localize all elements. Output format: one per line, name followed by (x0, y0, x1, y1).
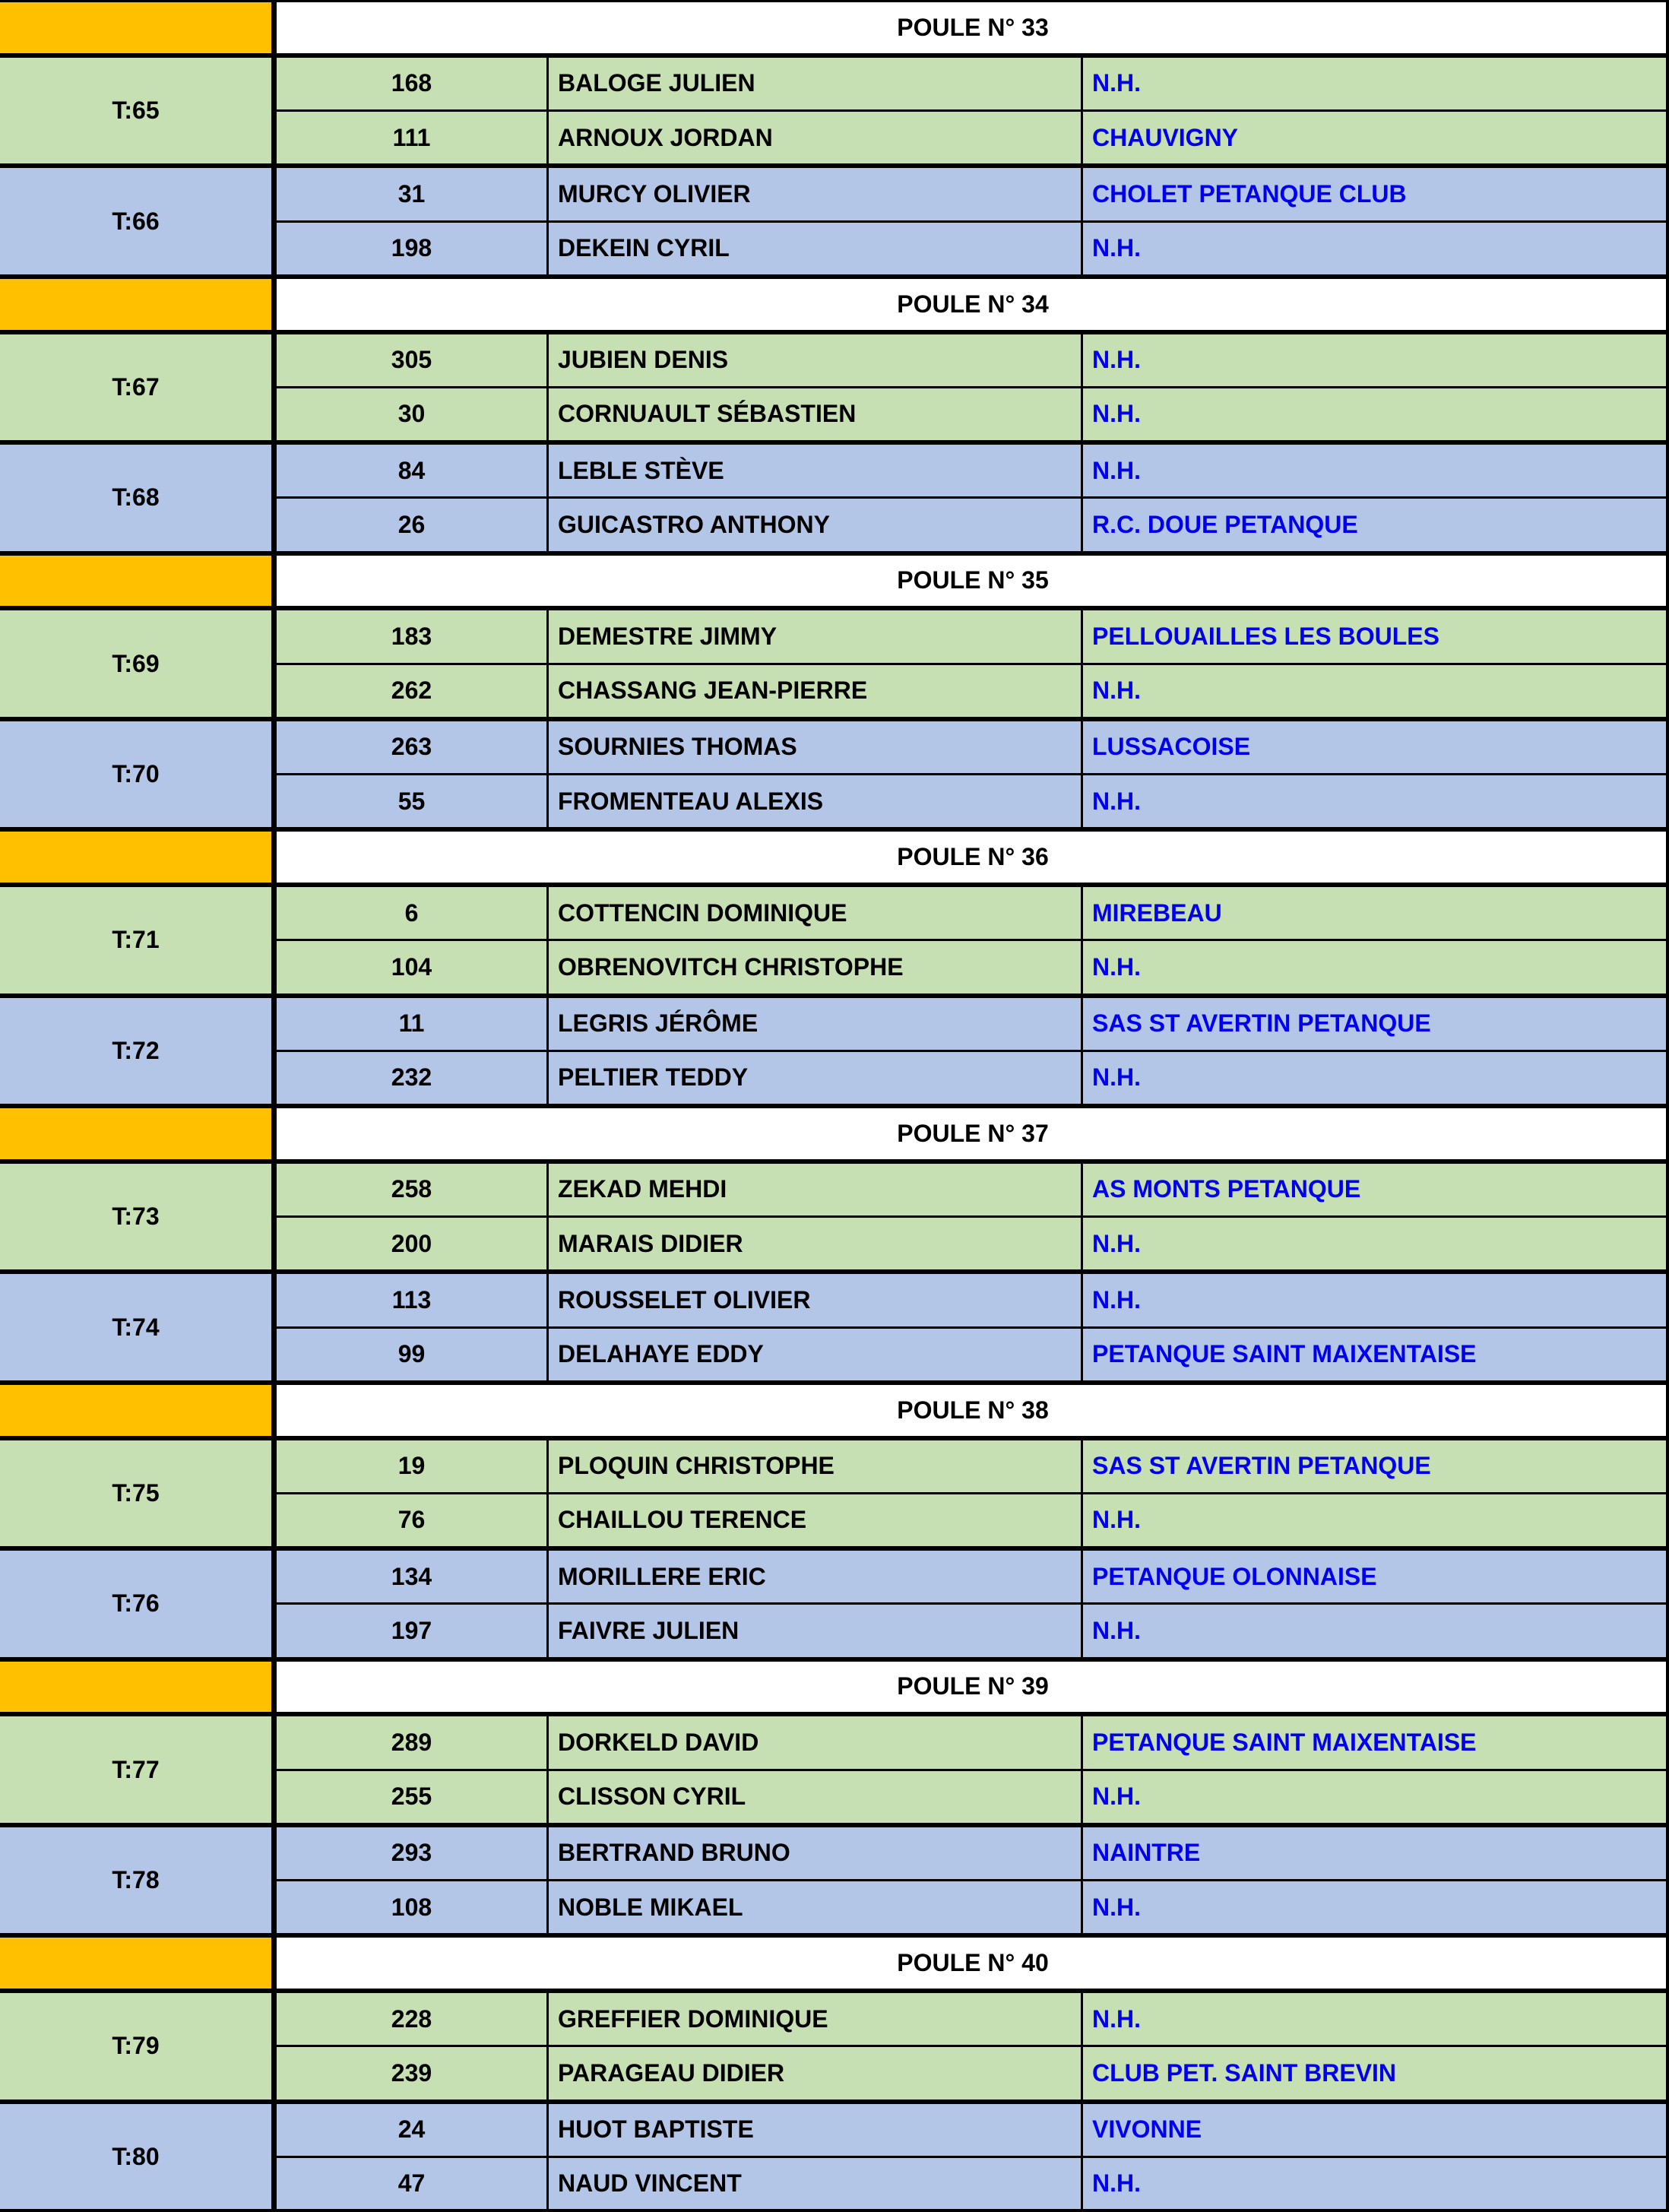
player-number: 26 (277, 499, 549, 550)
player-number: 19 (277, 1440, 549, 1492)
team-players (277, 2104, 1669, 2210)
player-club: N.H. (1092, 234, 1141, 262)
poule-title: POULE N° 35 (277, 556, 1669, 607)
player-number: 11 (277, 998, 549, 1050)
player-club: CHOLET PETANQUE CLUB (1092, 179, 1407, 208)
player-name: MURCY OLIVIER (549, 168, 1083, 220)
poule-title: POULE N° 36 (277, 832, 1669, 883)
player-row (277, 887, 1669, 939)
player-club: N.H. (1092, 952, 1141, 981)
player-number: 24 (277, 2104, 549, 2156)
player-name: CHAILLOU TERENCE (549, 1494, 1083, 1546)
player-name: LEGRIS JÉRÔME (549, 998, 1083, 1050)
player-name: OBRENOVITCH CHRISTOPHE (549, 941, 1083, 993)
team-block (0, 996, 1669, 1107)
team-block (0, 1825, 1669, 1936)
team-label: T:67 (0, 334, 277, 441)
team-players (277, 1993, 1669, 2099)
player-row (277, 610, 1669, 662)
player-club: PETANQUE SAINT MAIXENTAISE (1092, 1728, 1477, 1756)
player-number: 289 (277, 1716, 549, 1768)
player-number: 239 (277, 2047, 549, 2099)
poule-title: POULE N° 33 (277, 2, 1669, 53)
player-club: N.H. (1092, 1229, 1141, 1257)
poule-title: POULE N° 39 (277, 1662, 1669, 1713)
player-row (277, 109, 1669, 163)
player-name: PARAGEAU DIDIER (549, 2047, 1083, 2099)
player-club: LUSSACOISE (1092, 733, 1251, 761)
player-club: N.H. (1092, 2004, 1141, 2033)
team-label: T:68 (0, 445, 277, 551)
team-label: T:65 (0, 58, 277, 164)
player-club: N.H. (1092, 400, 1141, 428)
player-number: 305 (277, 334, 549, 386)
player-number: 99 (277, 1329, 549, 1380)
poule-header-marker (0, 1938, 277, 1989)
player-name: GREFFIER DOMINIQUE (549, 1993, 1083, 2045)
player-row (277, 721, 1669, 773)
player-number: 134 (277, 1551, 549, 1602)
team-block (0, 442, 1669, 553)
team-players (277, 58, 1669, 164)
poule-header-marker (0, 1662, 277, 1713)
player-name: NOBLE MIKAEL (549, 1881, 1083, 1933)
player-name: GUICASTRO ANTHONY (549, 499, 1083, 550)
player-row (277, 1551, 1669, 1602)
poule-header (0, 1659, 1669, 1715)
player-club: N.H. (1092, 69, 1141, 97)
player-name: PLOQUIN CHRISTOPHE (549, 1440, 1083, 1492)
player-club: N.H. (1092, 1616, 1141, 1644)
player-name: SOURNIES THOMAS (549, 721, 1083, 773)
team-label: T:71 (0, 887, 277, 993)
player-number: 262 (277, 665, 549, 717)
player-club: VIVONNE (1092, 2115, 1202, 2144)
player-name: MORILLERE ERIC (549, 1551, 1083, 1602)
team-label: T:72 (0, 998, 277, 1104)
player-row (277, 1274, 1669, 1326)
player-number: 183 (277, 610, 549, 662)
poule-header-marker (0, 832, 277, 883)
team-block (0, 1991, 1669, 2102)
player-row (277, 2045, 1669, 2099)
team-label: T:74 (0, 1274, 277, 1380)
player-club: AS MONTS PETANQUE (1092, 1175, 1361, 1203)
player-row (277, 1716, 1669, 1768)
team-label: T:73 (0, 1164, 277, 1270)
team-label: T:78 (0, 1827, 277, 1934)
player-club: R.C. DOUE PETANQUE (1092, 510, 1358, 538)
player-club: N.H. (1092, 1506, 1141, 1534)
team-block (0, 608, 1669, 719)
player-club: N.H. (1092, 456, 1141, 484)
poule-header (0, 553, 1669, 609)
player-name: CLISSON CYRIL (549, 1771, 1083, 1823)
poule-header (0, 277, 1669, 332)
player-name: NAUD VINCENT (549, 2158, 1083, 2210)
poule-header-marker (0, 556, 277, 607)
player-row (277, 1993, 1669, 2045)
player-name: ARNOUX JORDAN (549, 112, 1083, 163)
team-players (277, 1827, 1669, 1934)
team-players (277, 887, 1669, 993)
player-row (277, 1769, 1669, 1823)
player-row (277, 1164, 1669, 1215)
player-number: 255 (277, 1771, 549, 1823)
player-row (277, 1827, 1669, 1879)
player-name: DORKELD DAVID (549, 1716, 1083, 1768)
team-block (0, 885, 1669, 996)
player-row (277, 663, 1669, 717)
player-club: N.H. (1092, 1783, 1141, 1811)
player-number: 198 (277, 223, 549, 274)
player-row (277, 334, 1669, 386)
player-name: PELTIER TEDDY (549, 1052, 1083, 1104)
player-row (277, 496, 1669, 550)
player-name: FROMENTEAU ALEXIS (549, 775, 1083, 827)
player-name: COTTENCIN DOMINIQUE (549, 887, 1083, 939)
poule-header (0, 829, 1669, 885)
poule-header-marker (0, 279, 277, 330)
player-number: 6 (277, 887, 549, 939)
team-block (0, 1161, 1669, 1272)
team-players (277, 445, 1669, 551)
team-block (0, 332, 1669, 443)
team-block (0, 2102, 1669, 2212)
player-name: LEBLE STÈVE (549, 445, 1083, 496)
sheet-bottom-border (0, 2209, 1669, 2212)
poule-header (0, 1106, 1669, 1161)
player-row (277, 1492, 1669, 1546)
player-number: 113 (277, 1274, 549, 1326)
player-number: 232 (277, 1052, 549, 1104)
poule-title: POULE N° 37 (277, 1108, 1669, 1159)
player-number: 76 (277, 1494, 549, 1546)
player-row (277, 773, 1669, 827)
team-players (277, 168, 1669, 274)
player-club: N.H. (1092, 2169, 1141, 2198)
player-name: BERTRAND BRUNO (549, 1827, 1083, 1879)
poule-header (0, 1935, 1669, 1991)
team-label: T:79 (0, 1993, 277, 2099)
player-row (277, 2156, 1669, 2210)
team-block (0, 719, 1669, 830)
player-row (277, 1440, 1669, 1492)
player-name: ZEKAD MEHDI (549, 1164, 1083, 1215)
player-number: 168 (277, 58, 549, 109)
player-name: DELAHAYE EDDY (549, 1329, 1083, 1380)
poule-header (0, 1383, 1669, 1438)
player-number: 30 (277, 388, 549, 440)
player-number: 293 (277, 1827, 549, 1879)
player-row (277, 168, 1669, 220)
team-players (277, 1440, 1669, 1547)
player-row (277, 445, 1669, 496)
player-number: 31 (277, 168, 549, 220)
player-name: HUOT BAPTISTE (549, 2104, 1083, 2156)
player-club: SAS ST AVERTIN PETANQUE (1092, 1009, 1431, 1038)
player-row (277, 1326, 1669, 1380)
player-number: 197 (277, 1605, 549, 1656)
team-players (277, 1274, 1669, 1380)
player-club: PELLOUAILLES LES BOULES (1092, 622, 1439, 650)
team-block (0, 1714, 1669, 1825)
poule-header (0, 0, 1669, 55)
player-number: 258 (277, 1164, 549, 1215)
player-number: 200 (277, 1218, 549, 1269)
team-block (0, 1438, 1669, 1549)
player-club: N.H. (1092, 346, 1141, 374)
player-name: FAIVRE JULIEN (549, 1605, 1083, 1656)
team-players (277, 998, 1669, 1104)
player-name: ROUSSELET OLIVIER (549, 1274, 1083, 1326)
player-name: DEKEIN CYRIL (549, 223, 1083, 274)
player-name: BALOGE JULIEN (549, 58, 1083, 109)
player-row (277, 1050, 1669, 1104)
player-number: 263 (277, 721, 549, 773)
player-name: MARAIS DIDIER (549, 1218, 1083, 1269)
player-club: N.H. (1092, 677, 1141, 705)
player-club: SAS ST AVERTIN PETANQUE (1092, 1452, 1431, 1480)
team-players (277, 721, 1669, 828)
player-row (277, 939, 1669, 993)
team-label: T:75 (0, 1440, 277, 1547)
poule-title: POULE N° 38 (277, 1385, 1669, 1436)
player-row (277, 1602, 1669, 1656)
team-block (0, 166, 1669, 277)
team-players (277, 334, 1669, 441)
team-label: T:70 (0, 721, 277, 828)
team-label: T:76 (0, 1551, 277, 1657)
player-club: NAINTRE (1092, 1839, 1201, 1867)
player-number: 228 (277, 1993, 549, 2045)
team-players (277, 610, 1669, 717)
sheet-right-border (1666, 0, 1669, 2212)
player-row (277, 220, 1669, 274)
player-club: PETANQUE OLONNAISE (1092, 1562, 1377, 1590)
player-club: CLUB PET. SAINT BREVIN (1092, 2058, 1397, 2087)
team-label: T:66 (0, 168, 277, 274)
player-number: 47 (277, 2158, 549, 2210)
player-club: N.H. (1092, 787, 1141, 815)
player-row (277, 58, 1669, 109)
player-row (277, 1879, 1669, 1933)
player-club: N.H. (1092, 1063, 1141, 1092)
poule-header-marker (0, 1385, 277, 1436)
poule-title: POULE N° 34 (277, 279, 1669, 330)
team-label: T:69 (0, 610, 277, 717)
poule-title: POULE N° 40 (277, 1938, 1669, 1989)
poule-header-marker (0, 1108, 277, 1159)
team-block (0, 1548, 1669, 1659)
player-number: 55 (277, 775, 549, 827)
team-label: T:77 (0, 1716, 277, 1823)
player-row (277, 386, 1669, 440)
team-label: T:80 (0, 2104, 277, 2210)
player-name: DEMESTRE JIMMY (549, 610, 1083, 662)
team-players (277, 1164, 1669, 1270)
player-number: 111 (277, 112, 549, 163)
player-number: 104 (277, 941, 549, 993)
player-club: CHAUVIGNY (1092, 123, 1239, 151)
team-players (277, 1716, 1669, 1823)
player-number: 84 (277, 445, 549, 496)
player-name: JUBIEN DENIS (549, 334, 1083, 386)
poule-header-marker (0, 2, 277, 53)
team-block (0, 1272, 1669, 1383)
player-name: CORNUAULT SÉBASTIEN (549, 388, 1083, 440)
player-number: 108 (277, 1881, 549, 1933)
player-name: CHASSANG JEAN-PIERRE (549, 665, 1083, 717)
player-club: N.H. (1092, 1893, 1141, 1921)
player-row (277, 1215, 1669, 1269)
player-club: N.H. (1092, 1285, 1141, 1314)
player-row (277, 998, 1669, 1050)
team-players (277, 1551, 1669, 1657)
team-block (0, 55, 1669, 166)
player-club: MIREBEAU (1092, 898, 1222, 927)
player-row (277, 2104, 1669, 2156)
player-club: PETANQUE SAINT MAIXENTAISE (1092, 1340, 1477, 1368)
